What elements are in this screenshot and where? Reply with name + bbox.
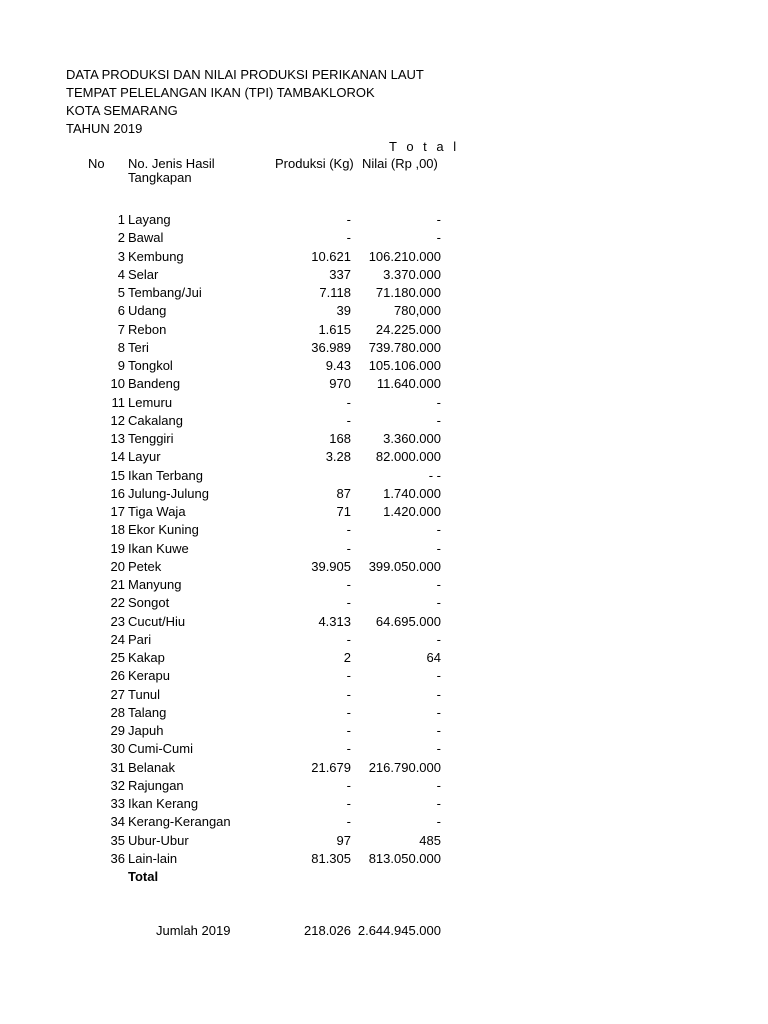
row-produksi: - [346,394,351,410]
table-row [0,467,768,485]
table-row [0,795,768,813]
table-row [0,667,768,685]
row-produksi: 970 [329,376,351,392]
row-produksi: - [346,522,351,538]
row-no: 30 [110,741,125,757]
row-no: 11 [111,394,125,410]
row-no: 17 [110,504,125,519]
title-line-2: TEMPAT PELELANGAN IKAN (TPI) TAMBAKLOROK [66,85,375,100]
row-nilai: 82.000.000 [375,449,441,465]
summary-label: Jumlah 2019 [156,923,231,938]
table-row [0,759,768,777]
row-produksi: - [346,595,351,611]
row-nilai: 780,000 [394,303,441,319]
row-no: 18 [110,522,125,538]
title-line-1: DATA PRODUKSI DAN NILAI PRODUKSI PERIKANAN LAUT [66,67,424,82]
row-nilai: - [436,686,441,702]
row-nilai: - [436,796,441,811]
row-jenis: Tunul [128,686,161,702]
row-no: 8 [117,339,125,355]
row-jenis: Cakalang [128,412,183,428]
row-nilai: - [436,814,441,830]
row-no: 2 [117,230,125,246]
table-row [0,266,768,284]
row-jenis: Kerang-Kerangan [128,814,231,830]
row-jenis: Lain-lain [128,850,178,866]
row-nilai: 64.695.000 [375,613,441,629]
table-row [0,686,768,704]
row-nilai: - [436,595,441,611]
table-row [0,813,768,831]
row-no: 21 [110,577,125,592]
row-produksi: 39.905 [311,558,351,574]
row-jenis: Julung-Julung [128,485,209,501]
table-row [0,448,768,466]
row-jenis: Manyung [128,577,182,592]
row-jenis: Tembang/Jui [128,285,202,300]
header-total: T o t a l [389,139,460,154]
row-nilai: 1.740.000 [383,485,441,501]
row-jenis: Songot [128,595,170,611]
row-no: 1 [117,212,125,227]
row-nilai: - [436,723,441,738]
row-nilai: 216.790.000 [368,759,441,775]
row-produksi: 97 [336,832,351,848]
header-jenis-line2: Tangkapan [128,170,192,185]
row-produksi: - [346,686,351,702]
row-jenis: Kerapu [128,668,170,684]
table-row [0,357,768,375]
row-produksi: 9.43 [325,358,351,373]
row-nilai: 11.640.000 [376,376,441,392]
table-row [0,613,768,631]
table-row [0,740,768,758]
row-jenis: Belanak [128,759,175,775]
row-no: 36 [110,850,125,866]
row-no: 27 [110,686,125,702]
row-no: 31 [110,759,125,775]
row-jenis: Pari [128,631,152,647]
row-jenis: Tiga Waja [128,504,186,519]
table-row [0,485,768,503]
row-no: 29 [110,723,125,738]
table-row [0,503,768,521]
row-produksi: - [346,212,351,227]
row-no: 7 [117,321,125,337]
row-produksi: 10.621 [311,248,351,264]
row-nilai: - [436,540,441,556]
row-nilai: - [436,230,441,246]
row-produksi: - [346,796,351,811]
row-no: 25 [110,650,125,665]
row-produksi: 3.28 [325,449,351,465]
row-jenis: Kembung [128,248,184,264]
row-no: 13 [110,431,125,446]
row-jenis: Ekor Kuning [128,522,199,538]
row-produksi: - [346,631,351,647]
row-nilai: 3.360.000 [383,431,441,446]
row-nilai: - [436,577,441,592]
row-produksi: - [346,668,351,684]
row-nilai: - [436,631,441,647]
row-jenis: Selar [128,266,159,282]
row-produksi: - [346,777,351,793]
row-produksi: - [346,230,351,246]
row-no: 6 [117,303,125,319]
row-produksi: 1.615 [318,321,351,337]
row-no: 22 [110,595,125,611]
title-line-3: KOTA SEMARANG [66,103,178,118]
row-no: 9 [117,358,125,373]
row-nilai: 24.225.000 [375,321,441,337]
table-row [0,704,768,722]
row-nilai: - [436,212,441,227]
row-produksi: 87 [336,485,351,501]
summary-nilai: 2.644.945.000 [357,923,441,938]
row-jenis: Ubur-Ubur [128,832,189,848]
table-row [0,631,768,649]
table-row [0,321,768,339]
row-nilai: 3.370.000 [383,266,441,282]
table-row [0,394,768,412]
row-jenis: Bandeng [128,376,181,392]
row-jenis: Lemuru [128,394,173,410]
row-no: 16 [110,485,125,501]
header-jenis: No. Jenis Hasil [128,156,215,171]
table-body [0,211,768,868]
row-produksi: 168 [329,431,351,446]
row-no: 19 [110,540,125,556]
header-nilai: Nilai (Rp ,00) [362,156,438,171]
row-nilai: - [436,412,441,428]
row-produksi: - [346,741,351,757]
row-jenis: Layang [128,212,171,227]
header-no: No [88,156,105,171]
table-row [0,302,768,320]
row-jenis: Tongkol [128,358,173,373]
row-produksi: - [346,412,351,428]
table-row [0,248,768,266]
row-jenis: Rajungan [128,777,184,793]
row-jenis: Cucut/Hiu [128,613,186,629]
table-row [0,521,768,539]
row-no: 3 [117,248,125,264]
row-nilai: - [436,741,441,757]
row-nilai: 106.210.000 [368,248,441,264]
row-produksi: 81.305 [311,850,351,866]
row-jenis: Bawal [128,230,164,246]
row-produksi: 4.313 [318,613,351,629]
row-jenis: Ikan Kerang [128,796,199,811]
row-jenis: Layur [128,449,161,465]
table-row [0,832,768,850]
row-no: 35 [110,832,125,848]
row-no: 10 [110,376,125,392]
row-no: 26 [110,668,125,684]
row-no: 5 [117,285,125,300]
header-produksi: Produksi (Kg) [275,156,354,171]
row-jenis: Tenggiri [128,431,174,446]
table-row [0,594,768,612]
row-nilai: 71.180.000 [375,285,441,300]
row-no: 12 [110,412,125,428]
row-produksi: - [346,723,351,738]
row-nilai: 1.420.000 [383,504,441,519]
row-no: 32 [110,777,125,793]
row-jenis: Japuh [128,723,164,738]
table-row [0,540,768,558]
row-no: 15 [110,467,125,483]
table-row [0,284,768,302]
row-produksi: 71 [336,504,351,519]
total-label: Total [128,869,159,884]
row-nilai: 64 [426,650,441,665]
row-nilai: 813.050.000 [368,850,441,866]
row-produksi: 337 [329,266,351,282]
table-row [0,722,768,740]
row-nilai: 485 [419,832,441,848]
row-produksi: - [346,540,351,556]
row-no: 28 [110,704,125,720]
row-no: 23 [110,613,125,629]
summary-produksi: 218.026 [304,923,351,938]
row-nilai: - [436,777,441,793]
row-produksi: - [346,704,351,720]
row-produksi: - [346,814,351,830]
table-row [0,850,768,868]
row-no: 34 [110,814,125,830]
row-nilai: 399.050.000 [368,558,441,574]
row-jenis: Rebon [128,321,167,337]
table-row [0,558,768,576]
row-jenis: Petek [128,558,162,574]
row-jenis: Ikan Kuwe [128,540,189,556]
table-row [0,649,768,667]
row-produksi: 7.118 [319,285,351,300]
row-produksi: 2 [343,650,351,665]
table-row [0,229,768,247]
title-line-4: TAHUN 2019 [66,121,143,136]
row-nilai: - [436,704,441,720]
row-no: 20 [110,558,125,574]
table-row [0,777,768,795]
row-jenis: Teri [128,339,149,355]
row-nilai: 739.780.000 [368,339,441,355]
table-row [0,339,768,357]
row-nilai: - [436,522,441,538]
row-jenis: Cumi-Cumi [128,741,193,757]
row-no: 4 [117,266,125,282]
row-jenis: Udang [128,303,167,319]
row-jenis: Ikan Terbang [128,467,203,483]
row-no: 14 [110,449,125,465]
row-produksi: - [346,577,351,592]
row-jenis: Kakap [128,650,165,665]
row-nilai: - [436,668,441,684]
table-row [0,430,768,448]
row-jenis: Talang [128,704,167,720]
row-no: 24 [110,631,125,647]
row-nilai: - - [428,467,441,483]
table-row [0,576,768,594]
row-produksi: 21.679 [311,759,351,775]
table-row [0,412,768,430]
row-produksi: 39 [336,303,351,319]
row-no: 33 [110,796,125,811]
row-nilai: 105.106.000 [368,358,441,373]
table-row [0,375,768,393]
row-nilai: - [436,394,441,410]
row-produksi: 36.989 [311,339,351,355]
table-row [0,211,768,229]
